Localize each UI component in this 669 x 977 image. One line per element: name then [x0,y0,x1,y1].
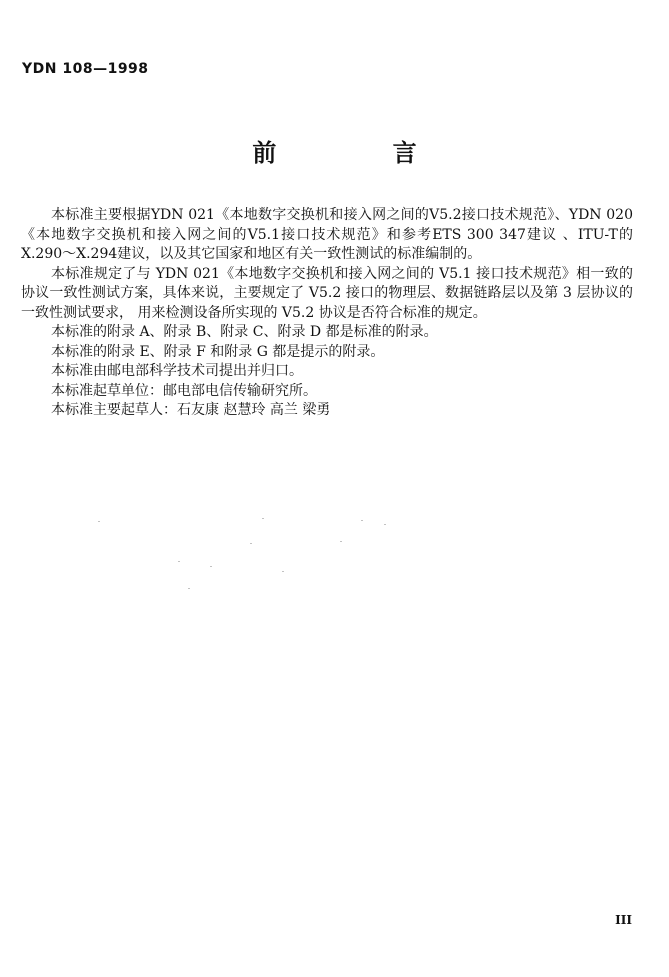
scan-speck [250,543,252,544]
standard-code-header: YDN 108—1998 [22,61,149,77]
scan-speck [361,520,363,521]
scan-speck [262,518,264,519]
paragraph-drafters: 本标准主要起草人：石友康 赵慧玲 高兰 梁勇 [51,402,331,418]
paragraph-basis: 本标准主要根据YDN 021《本地数字交换机和接入网之间的V5.2接口技术规范》、YDN 020《本地数字交换机和接入网之间的V5.1接口技术规范》和参考ETS 300 347建议 、ITU-T的X.290～X.294建议，以及其它国家和地区有关一致性测试的标准编制的。 [21,207,633,262]
scan-speck [282,571,284,572]
paragraph-proposer: 本标准由邮电部科学技术司提出并归口。 [51,363,303,379]
foreword-body [21,206,633,421]
scan-speck [98,521,100,522]
scan-speck [340,541,342,542]
page-number: III [615,913,632,927]
scan-speck [210,566,212,567]
scan-speck [188,588,190,589]
scan-speck [384,524,386,525]
paragraph-drafting-unit: 本标准起草单位：邮电部电信传输研究所。 [51,382,317,399]
paragraph-scope: 本标准规定了与 YDN 021《本地数字交换机和接入网之间的 V5.1 接口技术规范》相一致的协议一致性测试方案，具体来说，主要规定了 V5.2 接口的物理层、数据链路层以及第 3 层协议的一致性测试要求， 用来检测设备所实现的 V5.2 协议是否符合标准的规定。 [21,265,633,321]
scan-speck [178,561,180,562]
paragraph-informative-appendices: 本标准的附录 E、附录 F 和附录 G 都是提示的附录。 [51,343,385,360]
paragraph-normative-appendices: 本标准的附录 A、附录 B、附录 C、附录 D 都是标准的附录。 [51,324,438,340]
page-title: 前 言 [252,139,471,167]
